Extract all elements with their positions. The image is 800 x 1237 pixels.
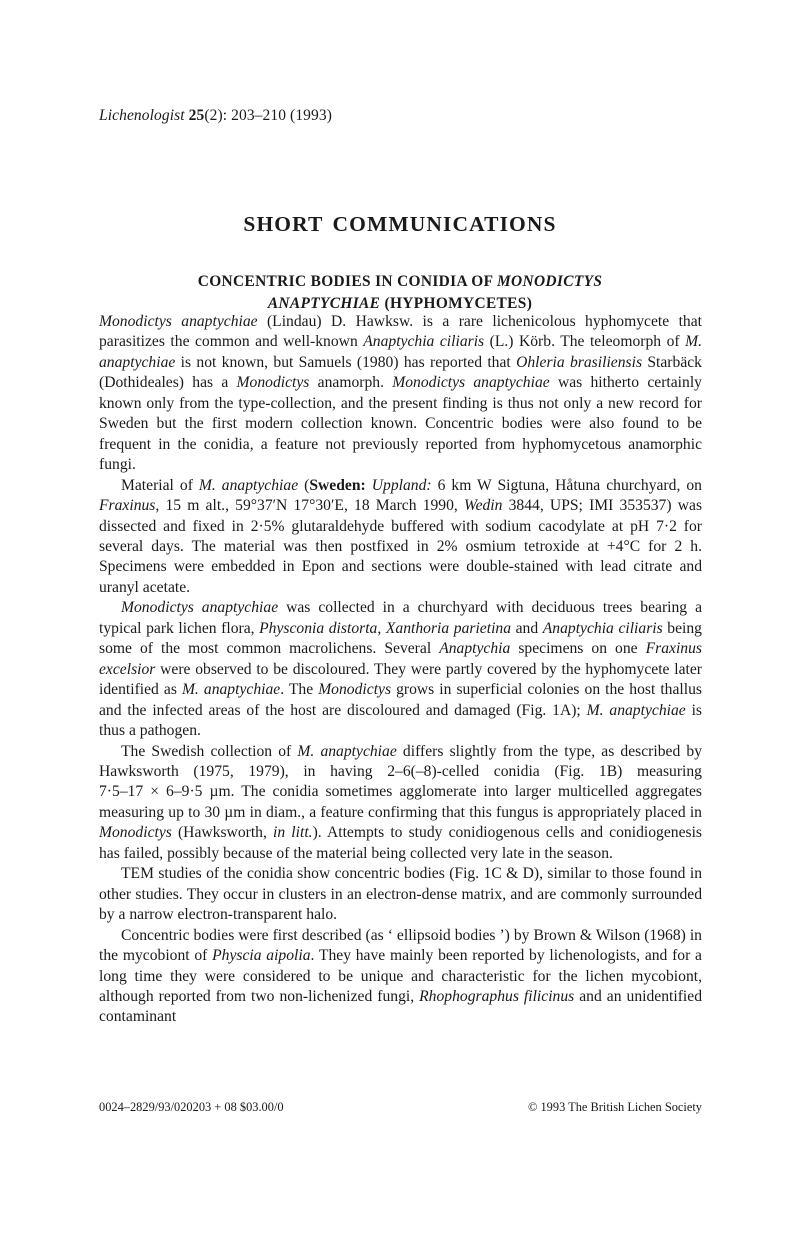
journal-reference-line <box>99 107 332 125</box>
article-title-group: (HYPHOMYCETES) <box>380 294 533 312</box>
article-body <box>99 312 702 1028</box>
paragraph-intro: Monodictys anaptychiae (Lindau) D. Hawksw. is a rare lichenicolous hyphomycete that parasitizes the common and well-known Anaptychia ciliaris (L.) Körb. The teleomorph of M. anaptychiae is not known, but Samuels (1980) has reported that Ohleria brasiliensis Starbäck (Dothideales) has a Monodictys anamorph. Monodictys anaptychiae was hitherto certainly known only from the type-collection, and the present finding is thus not only a new record for Sweden but the first modern collection known. Concentric bodies were also found to be frequent in the conidia, a feature not previously reported from hyphomycetous anamorphic fungi. <box>99 313 703 474</box>
article-title-species: ANAPTYCHIAE <box>267 294 381 312</box>
journal-name: Lichenologist <box>99 107 185 124</box>
journal-issue-pages-year: (2): 203–210 (1993) <box>204 107 332 124</box>
paragraph-history: Concentric bodies were first described (as ‘ ellipsoid bodies ’) by Brown & Wilson (1968) in the mycobiont of Physcia aipolia. They have mainly been reported by lichenologists, and for a long time they were considered to be unique and characteristic for the lichen mycobiont, although reported from two non-lichenized fungi, Rhophographus filicinus and an unidentified contaminant <box>99 926 703 1026</box>
issn-code: 0024–2829/93/020203 + 08 $03.00/0 <box>99 1100 284 1114</box>
article-title-line1-prefix: CONCENTRIC BODIES IN CONIDIA OF <box>197 272 497 290</box>
paragraph-collection: Monodictys anaptychiae was collected in a churchyard with deciduous trees bearing a typical park lichen flora, Physconia distorta, Xanthoria parietina and Anaptychia ciliaris being some of the most common macrolichens. Several Anaptychia specimens on one Fraxinus excelsior were observed to be discoloured. They were partly covered by the hyphomycete later identified as M. anaptychiae. The Monodictys grows in superficial colonies on the host thallus and the infected areas of the host are discoloured and damaged (Fig. 1A); M. anaptychiae is thus a pathogen. <box>99 599 702 740</box>
paragraph-material: Material of M. anaptychiae (Sweden: Uppland: 6 km W Sigtuna, Håtuna churchyard, on Fraxinus, 15 m alt., 59°37′N 17°30′E, 18 March 1990, Wedin 3844, UPS; IMI 353537) was dissected and fixed in 2·5% glutaraldehyde buffered with sodium cacodylate at pH 7·2 for several days. The material was then postfixed in 2% osmium tetroxide at +4°C for 2 h. Specimens were embedded in Epon and sections were double-stained with lead citrate and uranyl acetate. <box>99 476 703 596</box>
section-title: SHORT COMMUNICATIONS <box>243 212 557 237</box>
paragraph-tem: TEM studies of the conidia show concentric bodies (Fig. 1C & D), similar to those found in other studies. They occur in clusters in an electron-dense matrix, and are commonly surrounded by a narrow electron-transparent halo. <box>99 865 703 924</box>
article-title-genus: MONODICTYS <box>496 272 603 290</box>
paragraph-morphology: The Swedish collection of M. anaptychiae differs slightly from the type, as described by Hawksworth (1975, 1979), in having 2–6(–8)-celled conidia (Fig. 1B) measuring 7·5–17 × 6–9·5 µm. The conidia sometimes agglomerate into larger multicelled aggregates measuring up to 30 µm in diam., a feature confirming that this fungus is appropriately placed in Monodictys (Hawksworth, in litt.). Attempts to study conidiogenous cells and conidiogenesis has failed, possibly because of the material being collected very late in the season. <box>99 742 703 862</box>
copyright-notice: © 1993 The British Lichen Society <box>527 1100 702 1114</box>
journal-volume: 25 <box>188 107 205 124</box>
page-footer <box>99 1100 702 1115</box>
article-title <box>100 271 700 315</box>
